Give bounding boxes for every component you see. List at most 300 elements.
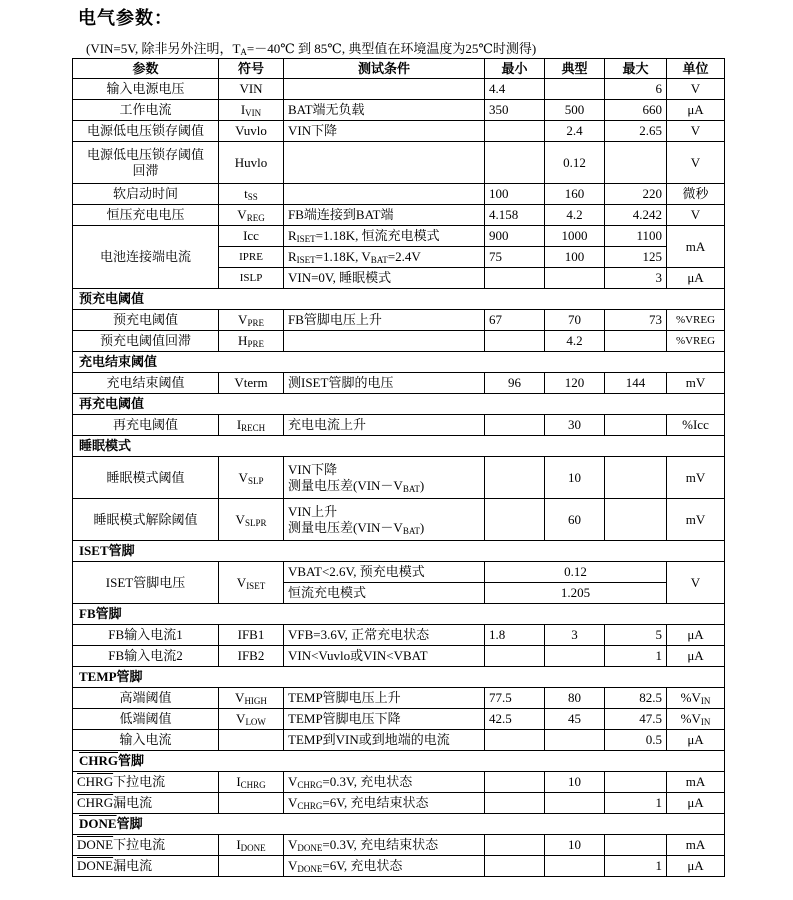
typ-cell [545, 856, 605, 877]
typ-cell: 100 [545, 247, 605, 268]
typ-cell: 160 [545, 184, 605, 205]
section-suffix: 管脚 [116, 816, 143, 831]
symbol-cell [219, 562, 284, 604]
cond-part: R [288, 228, 297, 243]
min-cell: 1.8 [485, 625, 545, 646]
param-signal: CHRG [77, 774, 114, 789]
unit-cell: %VREG [667, 310, 725, 331]
typ-cell [545, 268, 605, 289]
min-cell [485, 457, 545, 499]
symbol-main: I [240, 102, 246, 117]
max-cell: 5 [605, 625, 667, 646]
unit-cell: %VREG [667, 331, 725, 352]
unit-cell [667, 709, 725, 730]
unit-sub: IN [700, 717, 711, 727]
typ-cell: 60 [545, 499, 605, 541]
unit-cell: V [667, 142, 725, 184]
min-cell [485, 793, 545, 814]
param-cell: 睡眠模式解除阈值 [73, 499, 219, 541]
max-cell [605, 772, 667, 793]
table-row [73, 772, 725, 793]
min-cell: 900 [485, 226, 545, 247]
condition-cell: 恒流充电模式 [284, 583, 485, 604]
cond-part: R [288, 249, 297, 264]
symbol-cell: Icc [219, 226, 284, 247]
section-title: 睡眠模式 [73, 436, 725, 457]
condition-cell: VIN<Vuvlo或VIN<VBAT [284, 646, 485, 667]
typ-cell: 4.2 [545, 331, 605, 352]
section-title: 预充电阈值 [73, 289, 725, 310]
param-cell [73, 856, 219, 877]
table-row [73, 142, 725, 184]
typ-cell: 3 [545, 625, 605, 646]
max-cell: 2.65 [605, 121, 667, 142]
symbol-main: I [236, 837, 241, 852]
section-title: TEMP管脚 [73, 667, 725, 688]
table-row [73, 184, 725, 205]
table-row [73, 499, 725, 541]
symbol-cell [219, 331, 284, 352]
table-row [73, 835, 725, 856]
param-cell: 低端阈值 [73, 709, 219, 730]
cond-line-2 [288, 478, 480, 494]
table-row [73, 688, 725, 709]
cond-line-2 [288, 520, 480, 536]
typ-cell: 80 [545, 688, 605, 709]
symbol-main: V [236, 574, 247, 590]
typ-cell [545, 730, 605, 751]
min-cell: 67 [485, 310, 545, 331]
symbol-cell [219, 856, 284, 877]
max-cell: 220 [605, 184, 667, 205]
condition-cell: TEMP管脚电压下降 [284, 709, 485, 730]
header-typ: 典型 [545, 59, 605, 79]
typ-cell: 45 [545, 709, 605, 730]
condition-cell: VIN下降 [284, 121, 485, 142]
symbol-main: V [235, 690, 245, 705]
section-row [73, 436, 725, 457]
section-title [73, 814, 725, 835]
symbol-sub: SLP [247, 475, 264, 486]
max-cell [605, 142, 667, 184]
min-cell: 77.5 [485, 688, 545, 709]
min-cell: 42.5 [485, 709, 545, 730]
typ-cell: 500 [545, 100, 605, 121]
unit-cell: μA [667, 100, 725, 121]
section-title [73, 751, 725, 772]
section-row [73, 604, 725, 625]
min-cell [485, 268, 545, 289]
param-cell: 恒压充电电压 [73, 205, 219, 226]
header-condition: 测试条件 [284, 59, 485, 79]
section-signal: DONE [79, 816, 117, 831]
max-cell [605, 415, 667, 436]
param-cell: 输入电流 [73, 730, 219, 751]
section-row [73, 352, 725, 373]
symbol-sub: ISET [246, 580, 266, 591]
condition-cell [284, 499, 485, 541]
param-cell: 预充电阈值 [73, 310, 219, 331]
param-cell [73, 835, 219, 856]
header-min: 最小 [485, 59, 545, 79]
min-cell [485, 856, 545, 877]
max-cell: 660 [605, 100, 667, 121]
param-cell [73, 142, 219, 184]
min-cell: 75 [485, 247, 545, 268]
symbol-cell [219, 730, 284, 751]
min-cell: 4.158 [485, 205, 545, 226]
table-row [73, 793, 725, 814]
min-cell [485, 142, 545, 184]
condition-cell: TEMP管脚电压上升 [284, 688, 485, 709]
min-cell: 350 [485, 100, 545, 121]
cond-sub: ISET [296, 255, 316, 265]
max-cell: 144 [605, 373, 667, 394]
unit-cell: mV [667, 457, 725, 499]
symbol-cell [219, 184, 284, 205]
unit-cell: μA [667, 730, 725, 751]
typ-cell: 2.4 [545, 121, 605, 142]
header-param: 参数 [73, 59, 219, 79]
condition-cell: BAT端无负载 [284, 100, 485, 121]
table-row [73, 373, 725, 394]
condition-cell [284, 247, 485, 268]
unit-cell: μA [667, 646, 725, 667]
max-cell: 1 [605, 793, 667, 814]
symbol-main: V [236, 711, 246, 726]
unit-cell: mV [667, 373, 725, 394]
symbol-cell [219, 205, 284, 226]
cond-part: =1.18K, V [315, 249, 371, 264]
unit-cell: μA [667, 625, 725, 646]
param-suffix: 漏电流 [113, 858, 153, 873]
cond-sub: CHRG [297, 801, 323, 811]
min-cell [485, 331, 545, 352]
typ-cell: 70 [545, 310, 605, 331]
unit-cell: mA [667, 835, 725, 856]
typ-cell: 10 [545, 772, 605, 793]
symbol-cell [219, 100, 284, 121]
cond-line-1: VIN下降 [288, 461, 338, 477]
unit-cell: V [667, 205, 725, 226]
symbol-cell: Vterm [219, 373, 284, 394]
unit-cell [667, 688, 725, 709]
param-cell: 充电结束阈值 [73, 373, 219, 394]
param-cell: FB输入电流1 [73, 625, 219, 646]
min-cell: 4.4 [485, 79, 545, 100]
symbol-main: V [235, 511, 245, 527]
param-line-1: 电源低电压锁存阈值 [86, 146, 204, 162]
condition-cell [284, 793, 485, 814]
table-row [73, 331, 725, 352]
param-cell: 工作电流 [73, 100, 219, 121]
symbol-cell [219, 835, 284, 856]
condition-cell: 充电电流上升 [284, 415, 485, 436]
param-cell: 高端阈值 [73, 688, 219, 709]
condition-cell: TEMP到VIN或到地端的电流 [284, 730, 485, 751]
typ-cell [545, 79, 605, 100]
symbol-main: I [236, 417, 242, 432]
param-cell: FB输入电流2 [73, 646, 219, 667]
table-row [73, 730, 725, 751]
param-cell [73, 772, 219, 793]
symbol-cell: IPRE [219, 247, 284, 268]
max-cell: 73 [605, 310, 667, 331]
symbol-cell [219, 499, 284, 541]
note-pre: (VIN=5V, 除非另外注明，T [86, 41, 241, 56]
condition-cell [284, 772, 485, 793]
min-cell [485, 121, 545, 142]
cond-part: =0.3V, 充电结束状态 [322, 837, 439, 852]
table-row [73, 562, 725, 583]
typ-cell: 0.12 [485, 562, 667, 583]
symbol-cell: Vuvlo [219, 121, 284, 142]
table-header-row [73, 59, 725, 79]
cond-part: 测量电压差(VIN－V [288, 477, 403, 493]
conditions-note [86, 38, 536, 57]
condition-cell [284, 142, 485, 184]
table-row [73, 121, 725, 142]
cond-sub: BAT [402, 483, 420, 494]
symbol-sub: SLPR [244, 517, 267, 528]
symbol-sub: LOW [245, 717, 266, 727]
table-row [73, 646, 725, 667]
symbol-sub: VIN [245, 108, 262, 118]
symbol-sub: REG [246, 213, 265, 223]
table-row [73, 625, 725, 646]
min-cell [485, 646, 545, 667]
condition-cell [284, 331, 485, 352]
section-row [73, 289, 725, 310]
condition-cell [284, 226, 485, 247]
cond-part: =6V, 充电结束状态 [322, 795, 429, 810]
symbol-cell: ISLP [219, 268, 284, 289]
typ-cell [545, 646, 605, 667]
typ-cell: 0.12 [545, 142, 605, 184]
param-suffix: 漏电流 [113, 795, 153, 810]
symbol-sub: PRE [247, 318, 264, 328]
max-cell: 4.242 [605, 205, 667, 226]
param-cell: 再充电阈值 [73, 415, 219, 436]
param-signal: CHRG [77, 795, 114, 810]
symbol-sub: PRE [247, 339, 264, 349]
condition-cell: VIN=0V, 睡眠模式 [284, 268, 485, 289]
cond-sub: BAT [402, 525, 420, 536]
param-cell: 电池连接端电流 [73, 226, 219, 289]
condition-cell: FB端连接到BAT端 [284, 205, 485, 226]
param-cell: 预充电阈值回滞 [73, 331, 219, 352]
section-title: ISET管脚 [73, 541, 725, 562]
section-row [73, 667, 725, 688]
condition-cell [284, 856, 485, 877]
cond-sub: BAT [370, 255, 388, 265]
symbol-sub: DONE [240, 843, 266, 853]
symbol-main: V [237, 207, 247, 222]
table-row [73, 79, 725, 100]
table-row [73, 310, 725, 331]
param-signal: DONE [77, 837, 114, 852]
max-cell: 3 [605, 268, 667, 289]
typ-cell: 1.205 [485, 583, 667, 604]
symbol-main: H [238, 333, 248, 348]
typ-cell: 120 [545, 373, 605, 394]
typ-cell: 30 [545, 415, 605, 436]
symbol-main: V [238, 469, 248, 485]
min-cell: 100 [485, 184, 545, 205]
max-cell: 1100 [605, 226, 667, 247]
table-row [73, 226, 725, 247]
unit-cell: μA [667, 856, 725, 877]
table-row [73, 415, 725, 436]
symbol-cell: VIN [219, 79, 284, 100]
symbol-sub: SS [247, 192, 258, 202]
table-row [73, 205, 725, 226]
cond-part: V [288, 774, 298, 789]
symbol-cell: IFB2 [219, 646, 284, 667]
unit-cell: mA [667, 226, 725, 268]
max-cell [605, 835, 667, 856]
param-cell: 电源低电压锁存阈值 [73, 121, 219, 142]
symbol-sub: CHRG [240, 780, 266, 790]
symbol-cell: IFB1 [219, 625, 284, 646]
unit-sub: IN [700, 696, 711, 706]
cond-part: =2.4V [387, 249, 421, 264]
section-suffix: 管脚 [118, 753, 145, 768]
symbol-cell [219, 415, 284, 436]
condition-cell: VFB=3.6V, 正常充电状态 [284, 625, 485, 646]
header-unit: 单位 [667, 59, 725, 79]
max-cell [605, 331, 667, 352]
section-title: 再充电阈值 [73, 394, 725, 415]
symbol-main: V [238, 312, 248, 327]
min-cell [485, 730, 545, 751]
typ-cell: 10 [545, 835, 605, 856]
note-sub: A [240, 47, 247, 57]
max-cell: 0.5 [605, 730, 667, 751]
section-row [73, 751, 725, 772]
condition-cell [284, 457, 485, 499]
cond-sub: ISET [296, 234, 316, 244]
param-signal: DONE [77, 858, 114, 873]
table-row [73, 709, 725, 730]
unit-cell: mA [667, 772, 725, 793]
symbol-main: I [236, 774, 241, 789]
symbol-cell [219, 457, 284, 499]
condition-cell [284, 79, 485, 100]
cond-part: ) [419, 519, 425, 535]
symbol-cell [219, 772, 284, 793]
condition-cell [284, 835, 485, 856]
max-cell [605, 457, 667, 499]
unit-cell: 微秒 [667, 184, 725, 205]
section-title: FB管脚 [73, 604, 725, 625]
cond-part: V [288, 795, 298, 810]
param-cell: ISET管脚电压 [73, 562, 219, 604]
max-cell: 6 [605, 79, 667, 100]
cond-part: =0.3V, 充电状态 [322, 774, 413, 789]
typ-cell [545, 793, 605, 814]
unit-cell: V [667, 562, 725, 604]
cond-part: V [288, 858, 298, 873]
param-cell: 软启动时间 [73, 184, 219, 205]
symbol-sub: HIGH [244, 696, 267, 706]
min-cell: 96 [485, 373, 545, 394]
condition-cell: VBAT<2.6V, 预充电模式 [284, 562, 485, 583]
table-row [73, 856, 725, 877]
condition-cell: 测ISET管脚的电压 [284, 373, 485, 394]
unit-main: %V [680, 690, 701, 705]
max-cell: 1 [605, 646, 667, 667]
section-signal: CHRG [79, 753, 118, 768]
min-cell [485, 499, 545, 541]
symbol-sub: RECH [241, 423, 266, 433]
condition-cell: FB管脚电压上升 [284, 310, 485, 331]
cond-line-1: VIN上升 [288, 503, 338, 519]
min-cell [485, 835, 545, 856]
min-cell [485, 415, 545, 436]
unit-cell: mV [667, 499, 725, 541]
param-suffix: 下拉电流 [113, 837, 166, 852]
param-suffix: 下拉电流 [113, 774, 166, 789]
section-row [73, 541, 725, 562]
symbol-cell [219, 709, 284, 730]
max-cell: 1 [605, 856, 667, 877]
table-row [73, 100, 725, 121]
symbol-cell: Huvlo [219, 142, 284, 184]
table-row [73, 457, 725, 499]
symbol-cell [219, 688, 284, 709]
max-cell: 125 [605, 247, 667, 268]
unit-cell: V [667, 79, 725, 100]
symbol-cell [219, 793, 284, 814]
cond-sub: CHRG [297, 780, 323, 790]
cond-part: 测量电压差(VIN－V [288, 519, 403, 535]
max-cell: 47.5 [605, 709, 667, 730]
param-cell: 输入电源电压 [73, 79, 219, 100]
symbol-cell [219, 310, 284, 331]
unit-main: %V [680, 711, 701, 726]
param-line-2: 回滞 [132, 162, 159, 178]
section-row [73, 814, 725, 835]
param-cell: 睡眠模式阈值 [73, 457, 219, 499]
header-symbol: 符号 [219, 59, 284, 79]
max-cell [605, 499, 667, 541]
section-title: 充电结束阈值 [73, 352, 725, 373]
header-max: 最大 [605, 59, 667, 79]
unit-cell: μA [667, 793, 725, 814]
cond-part: ) [419, 477, 425, 493]
param-cell [73, 793, 219, 814]
max-cell: 82.5 [605, 688, 667, 709]
symbol-main: t [244, 186, 248, 201]
unit-cell: V [667, 121, 725, 142]
cond-part: =6V, 充电状态 [322, 858, 403, 873]
cond-part: =1.18K, 恒流充电模式 [315, 228, 440, 243]
unit-cell: μA [667, 268, 725, 289]
page-title: 电气参数： [78, 8, 173, 29]
electrical-parameters-table [72, 58, 725, 877]
unit-cell: %Icc [667, 415, 725, 436]
section-row [73, 394, 725, 415]
cond-sub: DONE [297, 843, 323, 853]
min-cell [485, 772, 545, 793]
note-post: =－40℃ 到 85℃, 典型值在环境温度为25℃时测得) [246, 41, 537, 56]
cond-sub: DONE [297, 864, 323, 874]
condition-cell [284, 184, 485, 205]
typ-cell: 4.2 [545, 205, 605, 226]
typ-cell: 10 [545, 457, 605, 499]
cond-part: V [288, 837, 298, 852]
